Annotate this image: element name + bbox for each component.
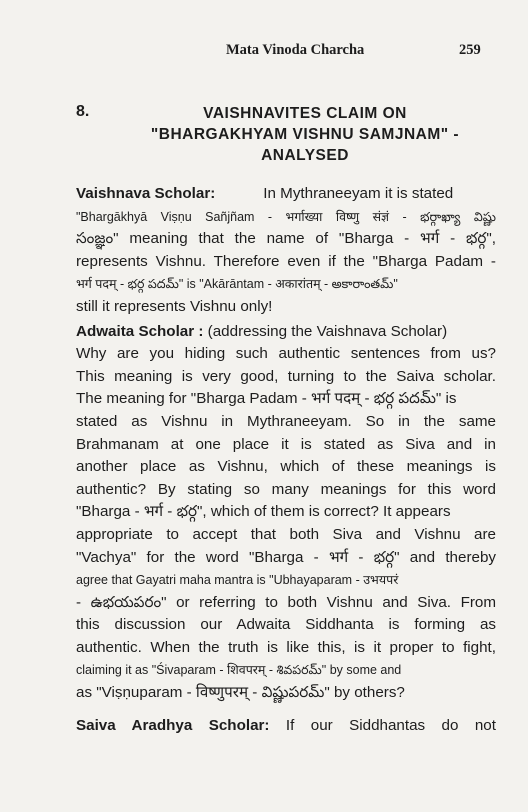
- line-text: भर्ग पदम् - భర్గ పదమ్" is "Akārāntam - अकारांतम् - అకారాంతమ్": [76, 277, 398, 292]
- line-text: appropriate to accept that both Siva and Vishnu are: [76, 525, 496, 543]
- text-line: [76, 296, 496, 319]
- line-text: another place as Vishnu, which of these meanings is: [76, 458, 496, 476]
- text-line: [76, 251, 496, 274]
- speaker-name: Adwaita Scholar :: [76, 322, 204, 340]
- text-line: [76, 343, 496, 366]
- text-line: [76, 682, 496, 705]
- line-text: "Bhargākhyā Viṣṇu Sañjñam - भर्गाख्या विष्णु संज्ञं - భర్గాఖ్యా విష్ణు: [76, 209, 496, 224]
- line-text: This meaning is very good, turning to the Saiva scholar.: [76, 367, 496, 385]
- page-header: [0, 42, 528, 62]
- text-line: [76, 388, 496, 411]
- text-line: [76, 637, 496, 660]
- chapter-title: [110, 103, 500, 166]
- running-title: Mata Vinoda Charcha: [226, 42, 365, 58]
- text-line: [76, 411, 496, 434]
- line-text: claiming it as "Śivaparam - शिवपरम् - శివపరమ్" by some and: [76, 663, 402, 678]
- text-line: [76, 501, 496, 524]
- text-line: [76, 228, 496, 251]
- line-text: represents Vishnu. Therefore even if the "Bharga Padam -: [76, 252, 496, 270]
- line-text: "Bharga - भर्ग - భర్గ", which of them is correct? It appears: [76, 503, 451, 521]
- line-text: "Vachya" for the word "Bharga - भर्ग - భర్గ" and thereby: [76, 548, 496, 566]
- chapter-title-line: ANALYSED: [261, 147, 349, 164]
- line-text: సంజ్ఞం" meaning that the name of "Bharga - भर्ग - భర్గ",: [76, 230, 496, 248]
- text-line: [76, 434, 496, 457]
- dialogue-paragraph: [76, 715, 496, 738]
- text-line: [76, 366, 496, 389]
- line-text: If our Siddhantas do not: [285, 716, 496, 734]
- text-line: [76, 456, 496, 479]
- speaker-name: Vaishnava Scholar:: [76, 185, 216, 202]
- line-text: this discussion our Adwaita Siddhanta is forming as: [76, 616, 496, 634]
- page-number: 259: [459, 42, 481, 58]
- line-text: The meaning for "Bharga Padam - भर्ग पदम् - భర్గ పదమ్" is: [76, 390, 457, 408]
- speaker-name: Saiva Aradhya Scholar:: [76, 716, 270, 734]
- line-text: Why are you hiding such authentic sentences from us?: [76, 345, 496, 363]
- chapter-title-line: VAISHNAVITES CLAIM ON: [203, 105, 407, 122]
- line-text: still it represents Vishnu only!: [76, 297, 273, 315]
- text-line: [76, 183, 496, 206]
- line-text: authentic. When the truth is like this, is it proper to fight,: [76, 638, 496, 656]
- body-text: [76, 183, 496, 739]
- line-text: - ఉభయపరం" or referring to both Vishnu and Siva. From: [76, 593, 496, 611]
- text-line: [76, 273, 496, 296]
- chapter-title-line: "BHARGAKHYAM VISHNU SAMJNAM" -: [150, 126, 460, 143]
- dialogue-paragraph: [76, 183, 496, 319]
- text-line: [76, 524, 496, 547]
- dialogue-paragraph: [76, 321, 496, 705]
- chapter-number: 8.: [76, 103, 90, 120]
- line-text: authentic? By stating so many meanings for this word: [76, 480, 496, 498]
- line-text: (addressing the Vaishnava Scholar): [207, 322, 448, 340]
- text-line: [76, 715, 496, 738]
- text-line: [76, 206, 496, 229]
- text-line: [76, 479, 496, 502]
- line-text: Brahmanam at one place it is stated as Siva and in: [76, 435, 496, 453]
- line-text: stated as Vishnu in Mythraneeyam. So in the same: [76, 412, 496, 430]
- text-line: [76, 614, 496, 637]
- text-line: [76, 659, 496, 682]
- line-text: as "Viṣṇuparam - विष्णुपरम् - విష్ణుపరమ్" by others?: [76, 684, 405, 702]
- text-line: [76, 592, 496, 615]
- text-line: [76, 321, 496, 344]
- text-line: [76, 569, 496, 592]
- line-text: In Mythraneeyam it is stated: [263, 185, 454, 202]
- text-line: [76, 547, 496, 570]
- line-text: agree that Gayatri maha mantra is "Ubhayaparam - उभयपरं: [76, 573, 399, 588]
